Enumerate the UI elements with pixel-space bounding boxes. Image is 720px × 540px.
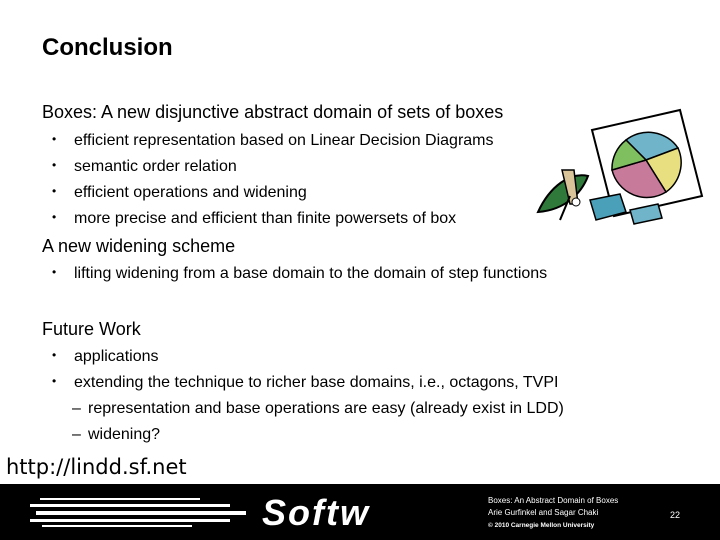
project-url: http://lindd.sf.net <box>6 455 187 479</box>
dash-icon: – <box>72 426 81 443</box>
section-heading-boxes: Boxes: A new disjunctive abstract domain of sets of boxes <box>42 102 504 122</box>
footer-talk-title: Boxes: An Abstract Domain of Boxes <box>488 496 619 505</box>
subbullet-text: widening? <box>88 426 161 443</box>
bullet-item <box>52 184 307 202</box>
bullet-item <box>52 265 547 283</box>
bullet-text: more precise and efficient than finite powersets of box <box>74 210 457 227</box>
bullet-icon: • <box>52 158 57 172</box>
section-heading-widening: A new widening scheme <box>42 236 236 256</box>
subbullet-item <box>72 400 564 418</box>
footer-logo-text: Softw <box>262 492 370 533</box>
subbullet-item <box>72 426 160 444</box>
footer-authors: Arie Gurfinkel and Sagar Chaki <box>488 508 599 517</box>
subbullet-text: representation and base operations are easy (already exist in LDD) <box>88 400 564 417</box>
page-number: 22 <box>670 510 681 520</box>
footer-bar <box>0 484 720 540</box>
bullet-text: semantic order relation <box>74 158 237 175</box>
bullet-text: extending the technique to richer base domains, i.e., octagons, TVPI <box>74 374 559 391</box>
bullet-icon: • <box>52 348 57 362</box>
bullet-text: efficient representation based on Linear Decision Diagrams <box>74 132 494 149</box>
bullet-text: applications <box>74 348 159 365</box>
footer-copyright: © 2010 Carnegie Mellon University <box>488 522 595 529</box>
bullet-icon: • <box>52 132 57 146</box>
bullet-icon: • <box>52 374 57 388</box>
bullet-item <box>52 132 494 150</box>
bullet-item <box>52 210 456 228</box>
bullet-text: efficient operations and widening <box>74 184 307 201</box>
slide-title: Conclusion <box>42 34 173 61</box>
dash-icon: – <box>72 400 81 417</box>
stripes-logo-icon <box>30 494 250 530</box>
bullet-text: lifting widening from a base domain to the domain of step functions <box>74 265 548 282</box>
bullet-item <box>52 348 159 366</box>
bullet-item <box>52 158 237 176</box>
bullet-icon: • <box>52 184 57 198</box>
pie-chart-presentation-icon <box>530 100 710 240</box>
section-heading-future-work: Future Work <box>42 319 141 339</box>
bullet-icon: • <box>52 210 57 224</box>
bullet-item <box>52 374 558 392</box>
bullet-icon: • <box>52 265 57 279</box>
